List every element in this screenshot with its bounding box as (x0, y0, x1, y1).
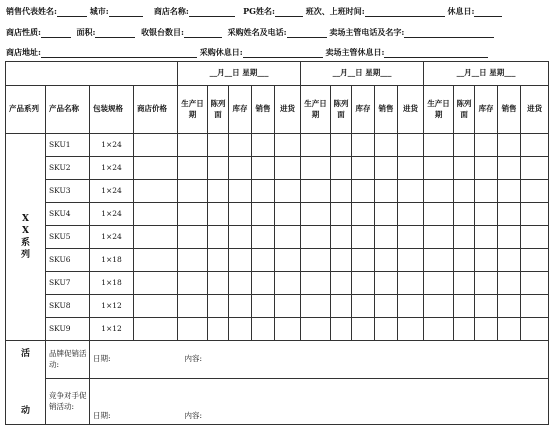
brand-promo-row (6, 341, 549, 379)
rep-name-field[interactable] (57, 8, 87, 17)
pack-size-cell: 1×24 (90, 134, 134, 157)
entry-cell[interactable] (521, 203, 549, 226)
entry-cell[interactable] (275, 226, 301, 249)
series-label-cell (6, 134, 46, 341)
buyer-contact-field[interactable] (287, 29, 327, 38)
col-header-sales: 销售 (252, 86, 275, 134)
buyer-rest-field[interactable] (243, 49, 323, 58)
entry-cell[interactable] (252, 203, 275, 226)
entry-cell[interactable] (375, 295, 398, 318)
entry-cell[interactable] (454, 134, 475, 157)
product-name-cell: SKU3 (46, 180, 90, 203)
entry-cell[interactable] (208, 157, 229, 180)
entry-cell[interactable] (498, 249, 521, 272)
series-label-char: 列 (20, 250, 30, 261)
entry-cell[interactable] (178, 203, 208, 226)
entry-cell[interactable] (352, 318, 375, 341)
product-name-cell: SKU1 (46, 134, 90, 157)
entry-cell[interactable] (375, 203, 398, 226)
entry-cell[interactable] (498, 180, 521, 203)
entry-cell[interactable] (521, 134, 549, 157)
entry-cell[interactable] (498, 226, 521, 249)
blank-corner-cell (6, 62, 178, 86)
entry-cell[interactable] (252, 272, 275, 295)
entry-cell[interactable] (352, 295, 375, 318)
entry-cell[interactable] (398, 157, 424, 180)
rest-day-label: 休息日: (447, 6, 475, 16)
store-nature-field[interactable] (41, 29, 71, 38)
brand-promo-label: 品牌促销活动: (46, 341, 90, 379)
entry-cell[interactable] (178, 318, 208, 341)
date-header-row (6, 62, 549, 86)
entry-cell[interactable] (521, 180, 549, 203)
store-price-cell[interactable] (134, 295, 178, 318)
entry-cell[interactable] (229, 226, 252, 249)
entry-cell[interactable] (275, 134, 301, 157)
entry-cell[interactable] (424, 203, 454, 226)
entry-cell[interactable] (229, 272, 252, 295)
entry-cell[interactable] (454, 180, 475, 203)
col-header-sales: 销售 (498, 86, 521, 134)
entry-cell[interactable] (375, 272, 398, 295)
entry-cell[interactable] (178, 295, 208, 318)
entry-cell[interactable] (454, 318, 475, 341)
entry-cell[interactable] (375, 157, 398, 180)
pack-size-cell: 1×24 (90, 226, 134, 249)
entry-cell[interactable] (252, 295, 275, 318)
entry-cell[interactable] (301, 226, 331, 249)
store-address-field[interactable] (41, 49, 197, 58)
store-price-cell[interactable] (134, 180, 178, 203)
cashiers-field[interactable] (184, 29, 222, 38)
entry-cell[interactable] (352, 203, 375, 226)
entry-cell[interactable] (301, 272, 331, 295)
entry-cell[interactable] (252, 226, 275, 249)
product-row (6, 272, 549, 295)
rest-day-field[interactable] (474, 8, 502, 17)
entry-cell[interactable] (424, 180, 454, 203)
product-row (6, 134, 549, 157)
entry-cell[interactable] (178, 134, 208, 157)
store-nature-label: 商店性质: (6, 27, 41, 37)
area-label: 面积: (76, 27, 96, 37)
entry-cell[interactable] (301, 249, 331, 272)
col-header-stock: 库存 (352, 86, 375, 134)
entry-cell[interactable] (178, 249, 208, 272)
entry-cell[interactable] (375, 180, 398, 203)
entry-cell[interactable] (375, 226, 398, 249)
product-rows (6, 134, 549, 341)
entry-cell[interactable] (454, 203, 475, 226)
entry-cell[interactable] (331, 203, 352, 226)
product-name-cell: SKU4 (46, 203, 90, 226)
entry-cell[interactable] (229, 180, 252, 203)
entry-cell[interactable] (352, 157, 375, 180)
header-row-1 (6, 6, 502, 17)
product-row (6, 157, 549, 180)
entry-cell[interactable] (521, 295, 549, 318)
product-name-cell: SKU2 (46, 157, 90, 180)
col-header-production-date: 生产日期 (301, 86, 331, 134)
col-header-production-date: 生产日期 (424, 86, 454, 134)
entry-cell[interactable] (424, 249, 454, 272)
entry-cell[interactable] (301, 318, 331, 341)
entry-cell[interactable] (454, 226, 475, 249)
entry-cell[interactable] (398, 180, 424, 203)
date-group-2[interactable]: __月__日 星期___ (301, 62, 424, 86)
entry-cell[interactable] (498, 157, 521, 180)
shift-label: 班次、上班时间: (305, 6, 365, 16)
entry-cell[interactable] (275, 249, 301, 272)
city-label: 城市: (89, 6, 109, 16)
product-row (6, 249, 549, 272)
competitor-promo-content-label: 内容: (184, 410, 203, 420)
entry-cell[interactable] (208, 180, 229, 203)
entry-cell[interactable] (521, 157, 549, 180)
entry-cell[interactable] (352, 249, 375, 272)
entry-cell[interactable] (208, 272, 229, 295)
entry-cell[interactable] (208, 249, 229, 272)
buyer-contact-label: 采购姓名及电话: (227, 27, 287, 37)
col-header-product: 产品名称 (46, 86, 90, 134)
series-label-char: 系 (20, 238, 30, 248)
entry-cell[interactable] (252, 157, 275, 180)
store-name-label: 商店名称: (153, 6, 189, 16)
entry-cell[interactable] (301, 157, 331, 180)
entry-cell[interactable] (475, 226, 498, 249)
entry-cell[interactable] (398, 226, 424, 249)
entry-cell[interactable] (521, 249, 549, 272)
entry-cell[interactable] (178, 226, 208, 249)
col-header-stock: 库存 (475, 86, 498, 134)
entry-cell[interactable] (398, 203, 424, 226)
store-price-cell[interactable] (134, 318, 178, 341)
series-label-char: X (22, 213, 29, 224)
pack-size-cell: 1×12 (90, 318, 134, 341)
entry-cell[interactable] (498, 295, 521, 318)
entry-cell[interactable] (475, 249, 498, 272)
store-price-cell[interactable] (134, 203, 178, 226)
store-price-cell[interactable] (134, 157, 178, 180)
entry-cell[interactable] (352, 226, 375, 249)
entry-cell[interactable] (208, 318, 229, 341)
entry-cell[interactable] (229, 318, 252, 341)
entry-cell[interactable] (475, 318, 498, 341)
col-header-display: 陈列面 (208, 86, 229, 134)
product-row (6, 180, 549, 203)
activity-label-top: 活 (20, 349, 30, 360)
entry-cell[interactable] (252, 180, 275, 203)
competitor-promo-row (6, 379, 549, 425)
col-header-sales: 销售 (375, 86, 398, 134)
entry-cell[interactable] (398, 272, 424, 295)
store-visit-table (5, 61, 549, 425)
entry-cell[interactable] (229, 134, 252, 157)
pack-size-cell: 1×24 (90, 157, 134, 180)
entry-cell[interactable] (424, 157, 454, 180)
header-row-3 (6, 47, 488, 58)
manager-rest-label: 卖场主管休息日: (325, 47, 385, 57)
col-header-stock: 库存 (229, 86, 252, 134)
product-row (6, 226, 549, 249)
date-group-1[interactable]: __月__日 星期___ (178, 62, 301, 86)
entry-cell[interactable] (498, 272, 521, 295)
city-field[interactable] (109, 8, 143, 17)
entry-cell[interactable] (275, 318, 301, 341)
col-header-display: 陈列面 (331, 86, 352, 134)
entry-cell[interactable] (375, 318, 398, 341)
header-row-2 (6, 27, 494, 38)
col-header-incoming: 进货 (398, 86, 424, 134)
entry-cell[interactable] (454, 249, 475, 272)
entry-cell[interactable] (275, 157, 301, 180)
col-header-pack: 包装规格 (90, 86, 134, 134)
entry-cell[interactable] (475, 203, 498, 226)
entry-cell[interactable] (178, 272, 208, 295)
product-name-cell: SKU9 (46, 318, 90, 341)
area-field[interactable] (95, 29, 135, 38)
entry-cell[interactable] (275, 180, 301, 203)
entry-cell[interactable] (331, 180, 352, 203)
product-row (6, 203, 549, 226)
entry-cell[interactable] (208, 295, 229, 318)
entry-cell[interactable] (475, 180, 498, 203)
col-header-series: 产品系列 (6, 86, 46, 134)
entry-cell[interactable] (375, 249, 398, 272)
product-row (6, 295, 549, 318)
entry-cell[interactable] (208, 134, 229, 157)
entry-cell[interactable] (398, 295, 424, 318)
buyer-rest-label: 采购休息日: (199, 47, 243, 57)
shift-field[interactable] (365, 8, 445, 17)
pack-size-cell: 1×12 (90, 295, 134, 318)
entry-cell[interactable] (178, 180, 208, 203)
manager-contact-field[interactable] (404, 29, 494, 38)
brand-promo-content-label: 内容: (184, 354, 203, 364)
entry-cell[interactable] (229, 295, 252, 318)
manager-rest-field[interactable] (384, 49, 488, 58)
product-name-cell: SKU8 (46, 295, 90, 318)
entry-cell[interactable] (424, 272, 454, 295)
entry-cell[interactable] (398, 134, 424, 157)
entry-cell[interactable] (252, 249, 275, 272)
store-address-label: 商店地址: (6, 47, 41, 57)
series-label-char: X (22, 225, 29, 236)
entry-cell[interactable] (498, 134, 521, 157)
product-name-cell: SKU7 (46, 272, 90, 295)
brand-promo-entry[interactable] (90, 341, 549, 379)
col-header-price: 商店价格 (134, 86, 178, 134)
entry-cell[interactable] (352, 180, 375, 203)
date-group-3[interactable]: __月__日 星期___ (424, 62, 549, 86)
competitor-promo-label: 竞争对手促销活动: (46, 379, 90, 425)
brand-promo-date-label: 日期: (93, 354, 111, 364)
entry-cell[interactable] (424, 318, 454, 341)
product-name-cell: SKU6 (46, 249, 90, 272)
entry-cell[interactable] (454, 272, 475, 295)
col-header-incoming: 进货 (521, 86, 549, 134)
entry-cell[interactable] (352, 134, 375, 157)
entry-cell[interactable] (331, 295, 352, 318)
entry-cell[interactable] (331, 318, 352, 341)
entry-cell[interactable] (301, 180, 331, 203)
entry-cell[interactable] (275, 295, 301, 318)
entry-cell[interactable] (331, 226, 352, 249)
entry-cell[interactable] (301, 203, 331, 226)
entry-cell[interactable] (331, 249, 352, 272)
store-price-cell[interactable] (134, 226, 178, 249)
product-name-cell: SKU5 (46, 226, 90, 249)
entry-cell[interactable] (398, 318, 424, 341)
store-price-cell[interactable] (134, 134, 178, 157)
entry-cell[interactable] (454, 295, 475, 318)
store-name-field[interactable] (189, 8, 235, 17)
pack-size-cell: 1×24 (90, 203, 134, 226)
activity-label-bottom: 动 (20, 405, 30, 416)
entry-cell[interactable] (331, 157, 352, 180)
pg-name-field[interactable] (275, 8, 303, 17)
entry-cell[interactable] (398, 249, 424, 272)
entry-cell[interactable] (208, 226, 229, 249)
entry-cell[interactable] (475, 134, 498, 157)
entry-cell[interactable] (498, 318, 521, 341)
pack-size-cell: 1×18 (90, 249, 134, 272)
entry-cell[interactable] (252, 318, 275, 341)
entry-cell[interactable] (454, 157, 475, 180)
activity-label-cell (6, 341, 46, 425)
cashiers-label: 收银台数目: (141, 27, 185, 37)
entry-cell[interactable] (331, 134, 352, 157)
col-header-incoming: 进货 (275, 86, 301, 134)
entry-cell[interactable] (301, 295, 331, 318)
entry-cell[interactable] (521, 272, 549, 295)
entry-cell[interactable] (521, 318, 549, 341)
entry-cell[interactable] (275, 203, 301, 226)
entry-cell[interactable] (375, 134, 398, 157)
entry-cell[interactable] (229, 157, 252, 180)
rep-name-label: 销售代表姓名: (6, 6, 57, 16)
competitor-promo-date-label: 日期: (93, 410, 111, 420)
product-row (6, 318, 549, 341)
manager-contact-label: 卖场主管电话及名字: (329, 27, 405, 37)
entry-cell[interactable] (229, 203, 252, 226)
pg-name-label: PG姓名: (243, 6, 275, 16)
pack-size-cell: 1×18 (90, 272, 134, 295)
store-price-cell[interactable] (134, 249, 178, 272)
entry-cell[interactable] (475, 157, 498, 180)
entry-cell[interactable] (208, 203, 229, 226)
entry-cell[interactable] (475, 272, 498, 295)
column-header-row (6, 86, 549, 134)
entry-cell[interactable] (498, 203, 521, 226)
entry-cell[interactable] (424, 295, 454, 318)
pack-size-cell: 1×24 (90, 180, 134, 203)
entry-cell[interactable] (352, 272, 375, 295)
entry-cell[interactable] (424, 226, 454, 249)
entry-cell[interactable] (229, 249, 252, 272)
entry-cell[interactable] (521, 226, 549, 249)
entry-cell[interactable] (178, 157, 208, 180)
entry-cell[interactable] (331, 272, 352, 295)
competitor-promo-entry[interactable] (90, 379, 549, 425)
entry-cell[interactable] (275, 272, 301, 295)
col-header-display: 陈列面 (454, 86, 475, 134)
col-header-production-date: 生产日期 (178, 86, 208, 134)
entry-cell[interactable] (475, 295, 498, 318)
entry-cell[interactable] (424, 134, 454, 157)
entry-cell[interactable] (301, 134, 331, 157)
store-price-cell[interactable] (134, 272, 178, 295)
entry-cell[interactable] (252, 134, 275, 157)
